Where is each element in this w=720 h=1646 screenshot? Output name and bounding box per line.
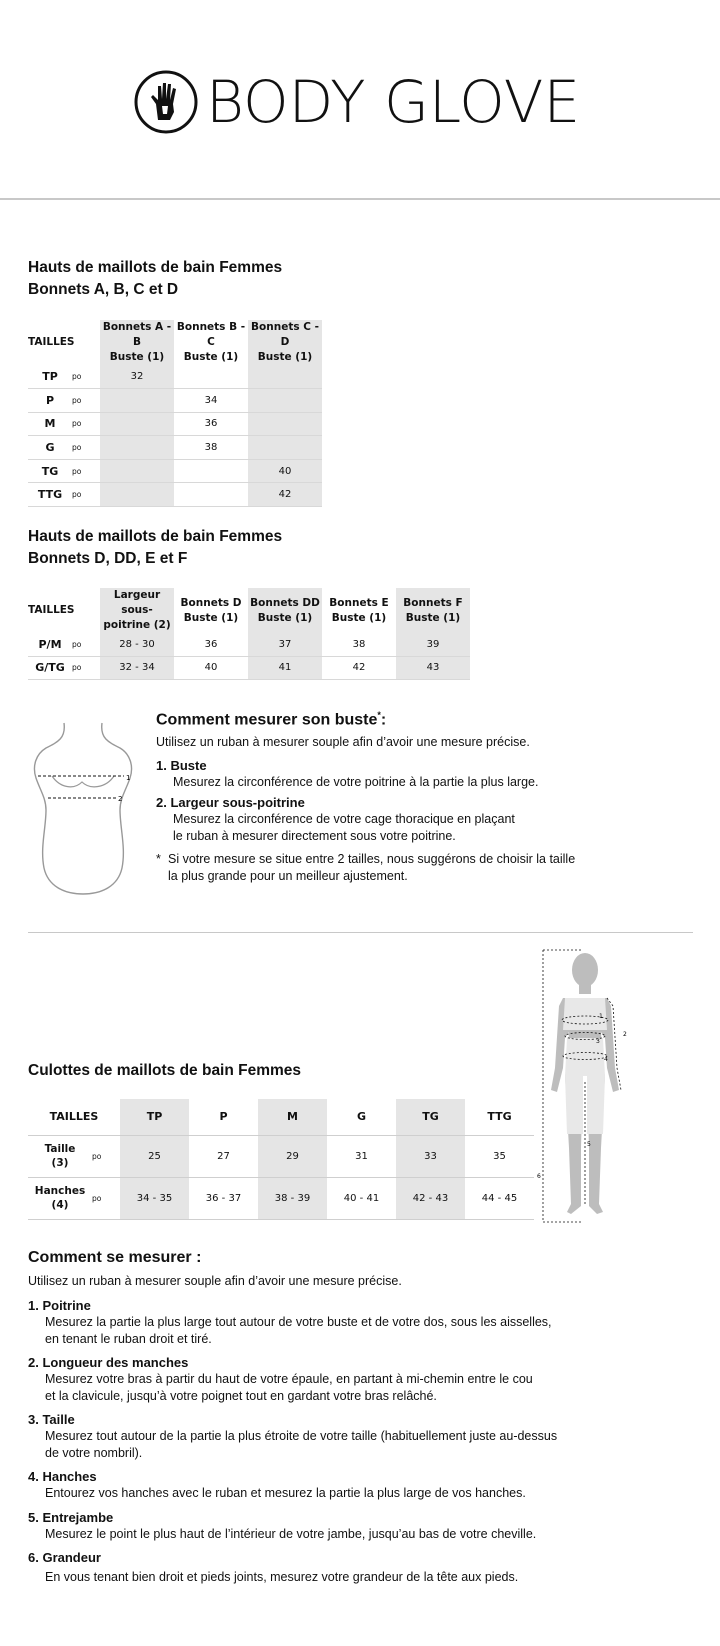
bust-item-body: le ruban à mesurer directement sous votre poitrine. xyxy=(173,829,456,844)
size-header: TAILLES xyxy=(28,336,75,348)
table-row: Hanches (4) po 34 - 35 36 - 37 38 - 39 40 - 41 42 - 43 44 - 45 xyxy=(28,1177,534,1219)
body-measurement-illustration xyxy=(537,948,641,1224)
section2-title-line1: Hauts de maillots de bain Femmes xyxy=(28,528,283,545)
section3-title: Culottes de maillots de bain Femmes xyxy=(28,1062,302,1079)
table-row: P/M po 28 - 30 36 37 38 39 xyxy=(28,633,470,656)
bust-item-title: 1. Buste xyxy=(156,758,207,774)
bust-item-body: Mesurez la circonférence de votre poitrine à la partie la plus large. xyxy=(173,775,539,790)
section1-title-line2: Bonnets A, B, C et D xyxy=(28,281,179,298)
table-row: TP po 32 xyxy=(28,365,322,389)
bust-mannequin-illustration xyxy=(28,718,138,898)
brand-name: BODY GLOVE xyxy=(206,68,581,136)
bust-item-body: Mesurez la circonférence de votre cage thoracique en plaçant xyxy=(173,812,515,827)
measure-guide xyxy=(28,1247,668,1586)
measure-guide-title: Comment se mesurer : xyxy=(28,1249,202,1266)
measure-item: 6. Grandeur En vous tenant bien droit et pieds joints, mesurez votre grandeur de la tête aux pieds. xyxy=(28,1550,519,1584)
measure-item: 5. Entrejambe Mesurez le point le plus haut de l’intérieur de votre jambe, jusqu’au bas de votre cheville. xyxy=(28,1509,537,1541)
column-header: M xyxy=(258,1099,327,1135)
svg-text:6: 6 xyxy=(537,1173,541,1180)
bust-item-title: 2. Largeur sous-poitrine xyxy=(156,795,305,811)
column-header: Bonnets F Buste (1) xyxy=(396,588,470,633)
hand-logo-icon xyxy=(134,70,198,134)
section2-title-line2: Bonnets D, DD, E et F xyxy=(28,550,188,567)
svg-text:3: 3 xyxy=(596,1038,600,1045)
column-header: TP xyxy=(120,1099,189,1135)
svg-text:1: 1 xyxy=(599,1013,603,1020)
column-header: Bonnets B - C Buste (1) xyxy=(176,321,246,363)
measure-guide-intro: Utilisez un ruban à mesurer souple afin d’avoir une mesure précise. xyxy=(28,1274,402,1288)
table-row: G/TG po 32 - 34 40 41 42 43 xyxy=(28,656,470,679)
measure-item: 2. Longueur des manches Mesurez votre bras à partir du haut de votre épaule, en partant à mi-chemin entre le cou et la clavicule, jusqu’à votre poignet tout en gardant votre bras relâché. xyxy=(28,1355,533,1403)
bust-guide xyxy=(156,704,616,885)
column-header: Bonnets C - D Buste (1) xyxy=(248,320,322,365)
bust-guide-intro: Utilisez un ruban à mesurer souple afin d’avoir une mesure précise. xyxy=(156,735,530,750)
column-header: Bonnets A - B Buste (1) xyxy=(100,320,174,365)
table-row: Taille (3) po 25 27 29 31 33 35 xyxy=(28,1135,534,1177)
header-divider xyxy=(0,198,720,200)
table-row: P po 34 xyxy=(28,389,322,413)
bust-label-1: 1 xyxy=(126,774,131,782)
section1-title xyxy=(28,257,282,301)
table-tops-a-d xyxy=(28,320,322,507)
svg-text:4: 4 xyxy=(604,1056,608,1063)
section2-title xyxy=(28,526,282,570)
column-header: Bonnets DD Buste (1) xyxy=(248,588,322,633)
table-tops-d-f xyxy=(28,588,470,680)
brand-logo[interactable] xyxy=(134,70,580,134)
size-header: TAILLES xyxy=(28,1099,120,1135)
column-header: TG xyxy=(396,1099,465,1135)
measure-item: 1. Poitrine Mesurez la partie la plus large tout autour de votre buste et de votre dos, sous les aisselles, en tenant le ruban droit et tiré. xyxy=(28,1298,552,1346)
bust-note: * Si votre mesure se situe entre 2 tailles, nous suggérons de choisir la taille la plus grande pour un meilleur ajustement. xyxy=(156,852,576,884)
svg-text:5: 5 xyxy=(587,1141,591,1148)
section-divider xyxy=(28,932,693,933)
table-row: G po 38 xyxy=(28,436,322,460)
header xyxy=(0,0,720,200)
measure-item: 4. Hanches Entourez vos hanches avec le ruban et mesurez la partie la plus large de vos hanches. xyxy=(28,1469,526,1500)
column-header: G xyxy=(327,1099,396,1135)
column-header: Largeur sous-poitrine (2) xyxy=(100,588,174,633)
svg-text:2: 2 xyxy=(623,1031,627,1038)
column-header: P xyxy=(189,1099,258,1135)
table-row: M po 36 xyxy=(28,412,322,436)
column-header: TTG xyxy=(465,1099,534,1135)
bust-label-2: 2 xyxy=(118,795,123,803)
table-row: TTG po 42 xyxy=(28,483,322,507)
size-header: TAILLES xyxy=(28,604,75,616)
column-header: Bonnets E Buste (1) xyxy=(329,596,389,624)
column-header: Bonnets D Buste (1) xyxy=(180,596,242,624)
table-row: TG po 40 xyxy=(28,459,322,483)
section1-title-line1: Hauts de maillots de bain Femmes xyxy=(28,259,283,276)
bust-guide-title: Comment mesurer son buste*: xyxy=(156,710,387,729)
table-bottoms xyxy=(28,1099,534,1220)
measure-item: 3. Taille Mesurez tout autour de la partie la plus étroite de votre taille (habituellement juste au-dessus de votre nombril). xyxy=(28,1412,558,1460)
